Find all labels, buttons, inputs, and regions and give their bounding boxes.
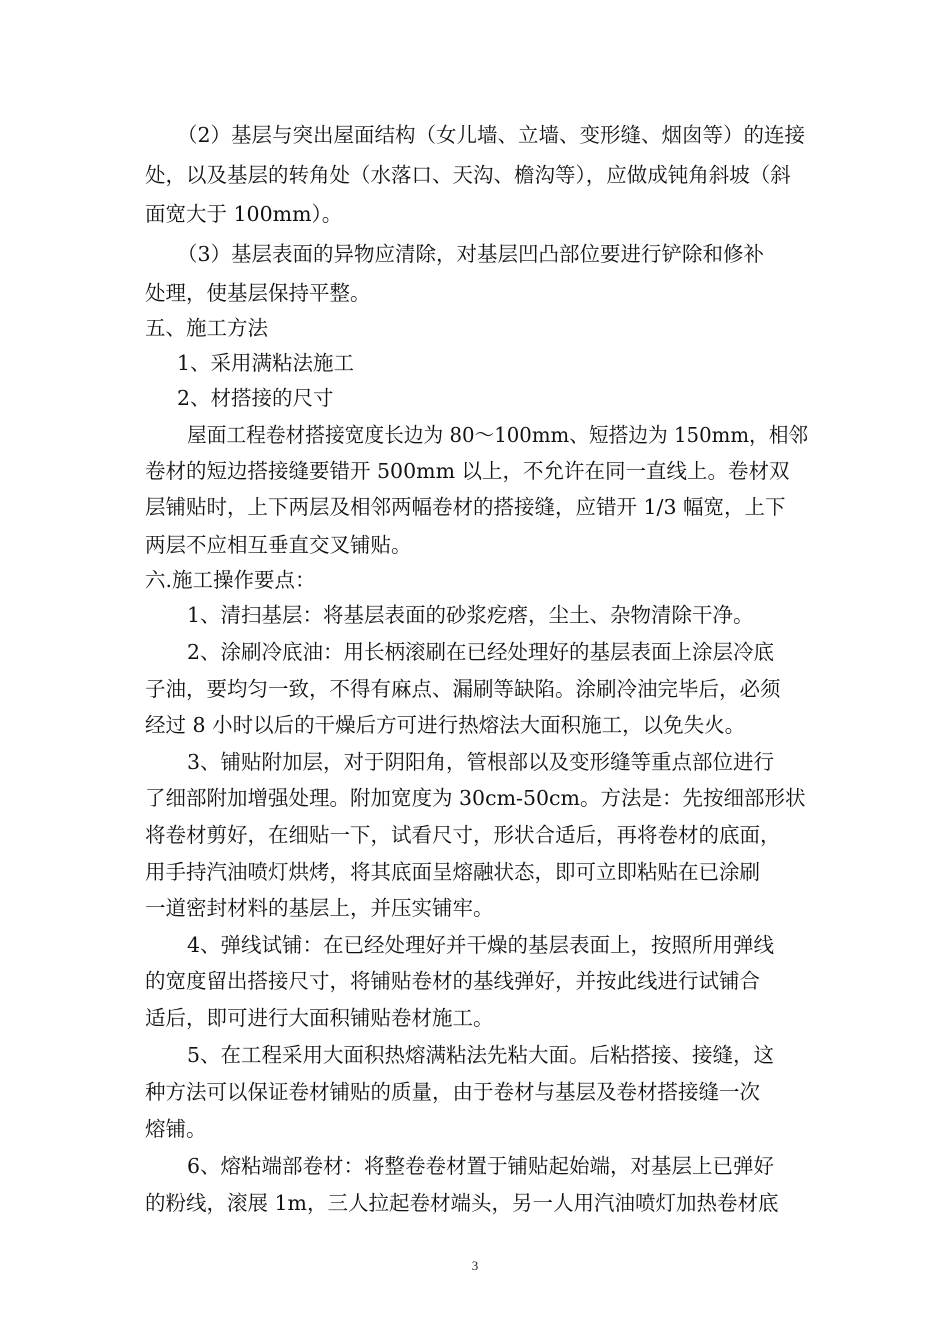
text-line: 层铺贴时，上下两层及相邻两幅卷材的搭接缝，应错开 1/3 幅宽，上下 — [145, 495, 786, 519]
section-heading: 五、施工方法 — [145, 316, 268, 340]
text-line: 熔铺。 — [145, 1117, 207, 1141]
text-line: 经过 8 小时以后的干燥后方可进行热熔法大面积施工，以免失火。 — [145, 713, 746, 737]
text-line: 1、清扫基层：将基层表面的砂浆疙瘩，尘土、杂物清除干净。 — [187, 603, 754, 627]
text-line: 卷材的短边搭接缝要错开 500mm 以上，不允许在同一直线上。卷材双 — [145, 459, 790, 483]
text-line: 3、铺贴附加层，对于阴阳角，管根部以及变形缝等重点部位进行 — [187, 750, 775, 774]
text-line: 一道密封材料的基层上，并压实铺牢。 — [145, 896, 494, 920]
text-line: 的宽度留出搭接尺寸，将铺贴卷材的基线弹好，并按此线进行试铺合 — [145, 969, 760, 993]
page-number: 3 — [471, 1258, 479, 1273]
text-line: 两层不应相互垂直交叉铺贴。 — [145, 533, 412, 557]
text-line: 4、弹线试铺：在已经处理好并干燥的基层表面上，按照所用弹线 — [187, 933, 775, 957]
text-line: 适后，即可进行大面积铺贴卷材施工。 — [145, 1006, 494, 1030]
text-line: 5、在工程采用大面积热熔满粘法先粘大面。后粘搭接、接缝，这 — [187, 1043, 775, 1067]
text-line: 处，以及基层的转角处（水落口、天沟、檐沟等），应做成钝角斜坡（斜 — [145, 163, 791, 187]
text-line: 了细部附加增强处理。附加宽度为 30cm-50cm。方法是：先按细部形状 — [145, 786, 806, 810]
text-line: 处理，使基层保持平整。 — [145, 281, 371, 305]
text-line: 2、材搭接的尺寸 — [177, 386, 334, 410]
section-heading: 六.施工操作要点： — [145, 568, 316, 592]
text-line: 2、涂刷冷底油：用长柄滚刷在已经处理好的基层表面上涂层冷底 — [187, 640, 775, 664]
text-line: 面宽大于 100mm）。 — [145, 202, 343, 226]
text-line: 种方法可以保证卷材铺贴的质量，由于卷材与基层及卷材搭接缝一次 — [145, 1080, 760, 1104]
text-line: 子油，要均匀一致，不得有麻点、漏刷等缺陷。涂刷冷油完毕后，必须 — [145, 677, 781, 701]
text-line: 1、采用满粘法施工 — [177, 351, 355, 375]
text-line: 屋面工程卷材搭接宽度长边为 80～100mm、短搭边为 150mm，相邻 — [187, 423, 809, 447]
text-line: （3）基层表面的异物应清除，对基层凹凸部位要进行铲除和修补 — [177, 242, 765, 266]
text-line: 的粉线，滚展 1m，三人拉起卷材端头，另一人用汽油喷灯加热卷材底 — [145, 1191, 779, 1215]
text-line: 将卷材剪好，在细贴一下，试看尺寸，形状合适后，再将卷材的底面， — [145, 823, 781, 847]
text-line: （2）基层与突出屋面结构（女儿墙、立墙、变形缝、烟囱等）的连接 — [177, 123, 806, 147]
text-line: 6、熔粘端部卷材：将整卷卷材置于铺贴起始端，对基层上已弹好 — [187, 1154, 775, 1178]
text-line: 用手持汽油喷灯烘烤，将其底面呈熔融状态，即可立即粘贴在已涂刷 — [145, 860, 760, 884]
